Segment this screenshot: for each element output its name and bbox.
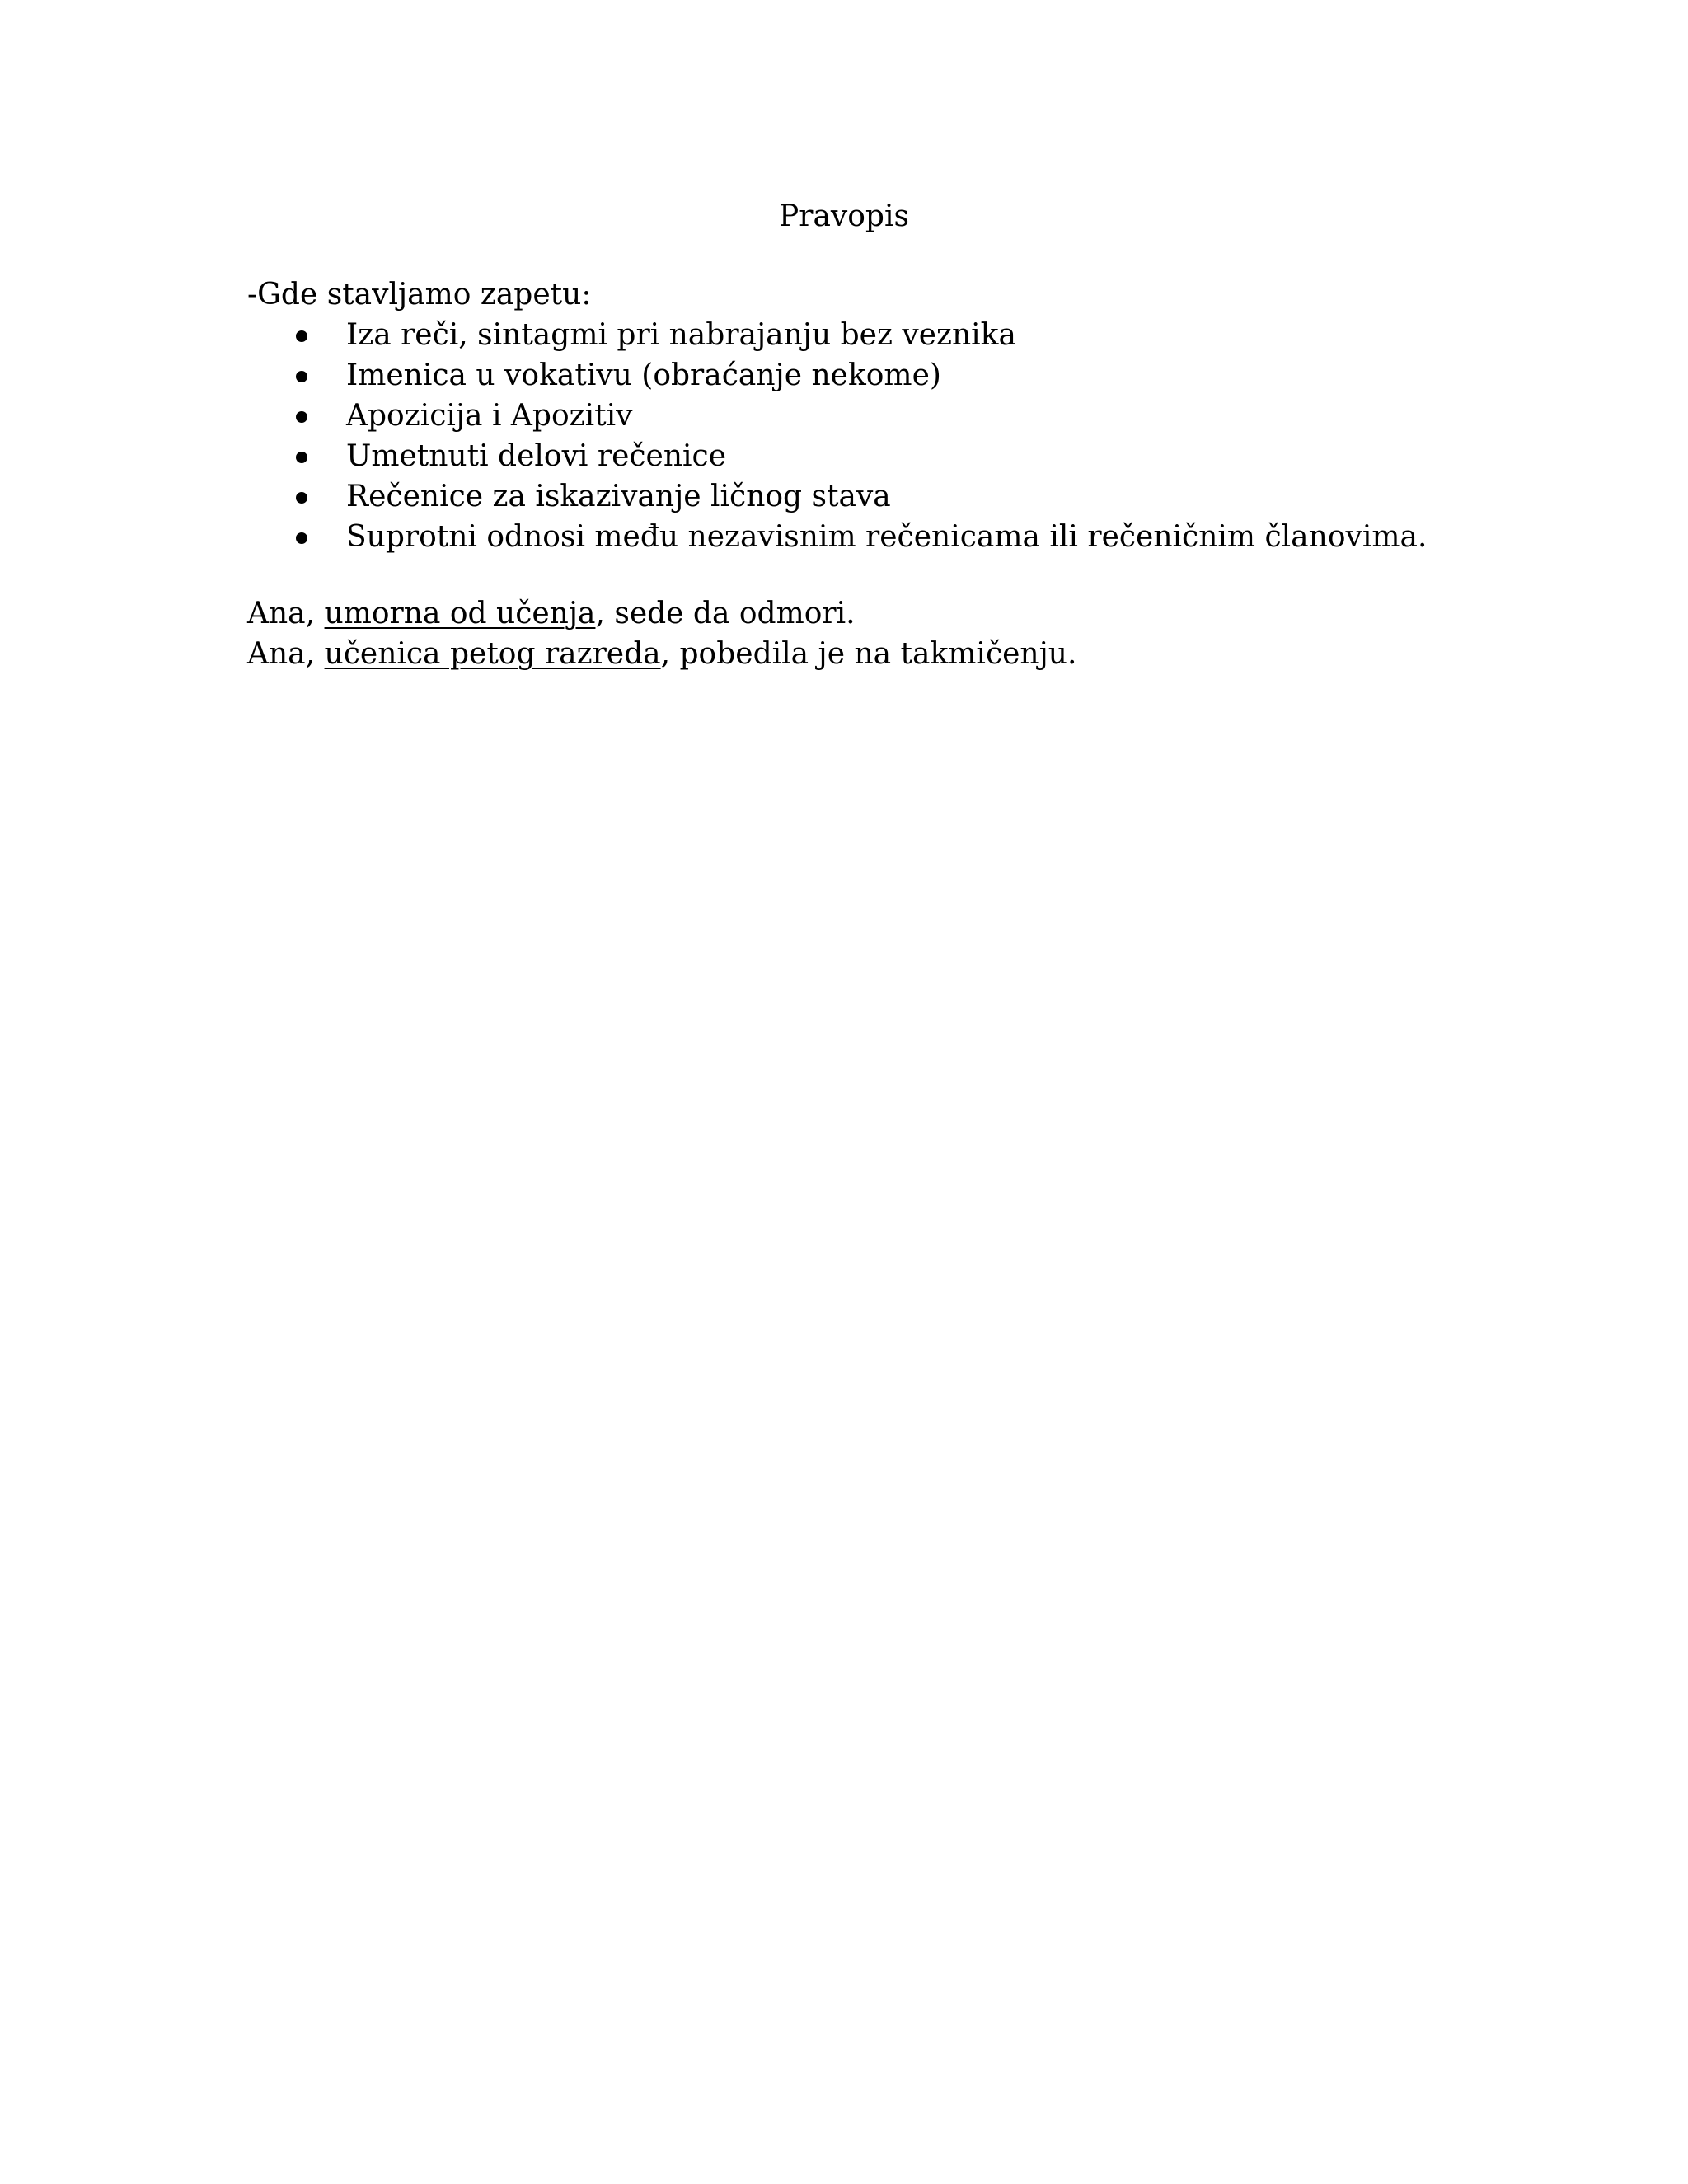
example-sentence (247, 593, 1076, 634)
example-sentences (247, 593, 1076, 674)
bullet-icon (296, 330, 307, 342)
bullet-icon (296, 452, 307, 463)
example-lead: Ana, (247, 637, 325, 671)
bullet-icon (296, 371, 307, 382)
page-title: Pravopis (779, 199, 909, 233)
bullet-icon (296, 492, 307, 504)
bullet-icon (296, 532, 307, 544)
intro-line: -Gde stavljamo zapetu: (247, 278, 592, 312)
list-item-text: Iza reči, sintagmi pri nabrajanju bez veznika (346, 318, 1016, 352)
list-item-text: Umetnuti delovi rečenice (346, 439, 727, 473)
list-item-text: Apozicija i Apozitiv (346, 399, 633, 433)
list-item-text: Imenica u vokativu (obraćanje nekome) (346, 359, 941, 392)
example-rest: , pobedila je na takmičenju. (660, 637, 1077, 671)
list-item-text: Rečenice za iskazivanje ličnog stava (346, 480, 891, 513)
example-rest: , sede da odmori. (595, 597, 856, 630)
bullet-icon (296, 411, 307, 423)
example-sentence (247, 634, 1076, 674)
underlined-phrase: učenica petog razreda (324, 637, 661, 671)
list-item-text: Suprotni odnosi među nezavisnim rečenicama ili rečeničnim članovima. (346, 520, 1428, 554)
example-lead: Ana, (247, 597, 325, 630)
underlined-phrase: umorna od učenja (324, 597, 596, 630)
